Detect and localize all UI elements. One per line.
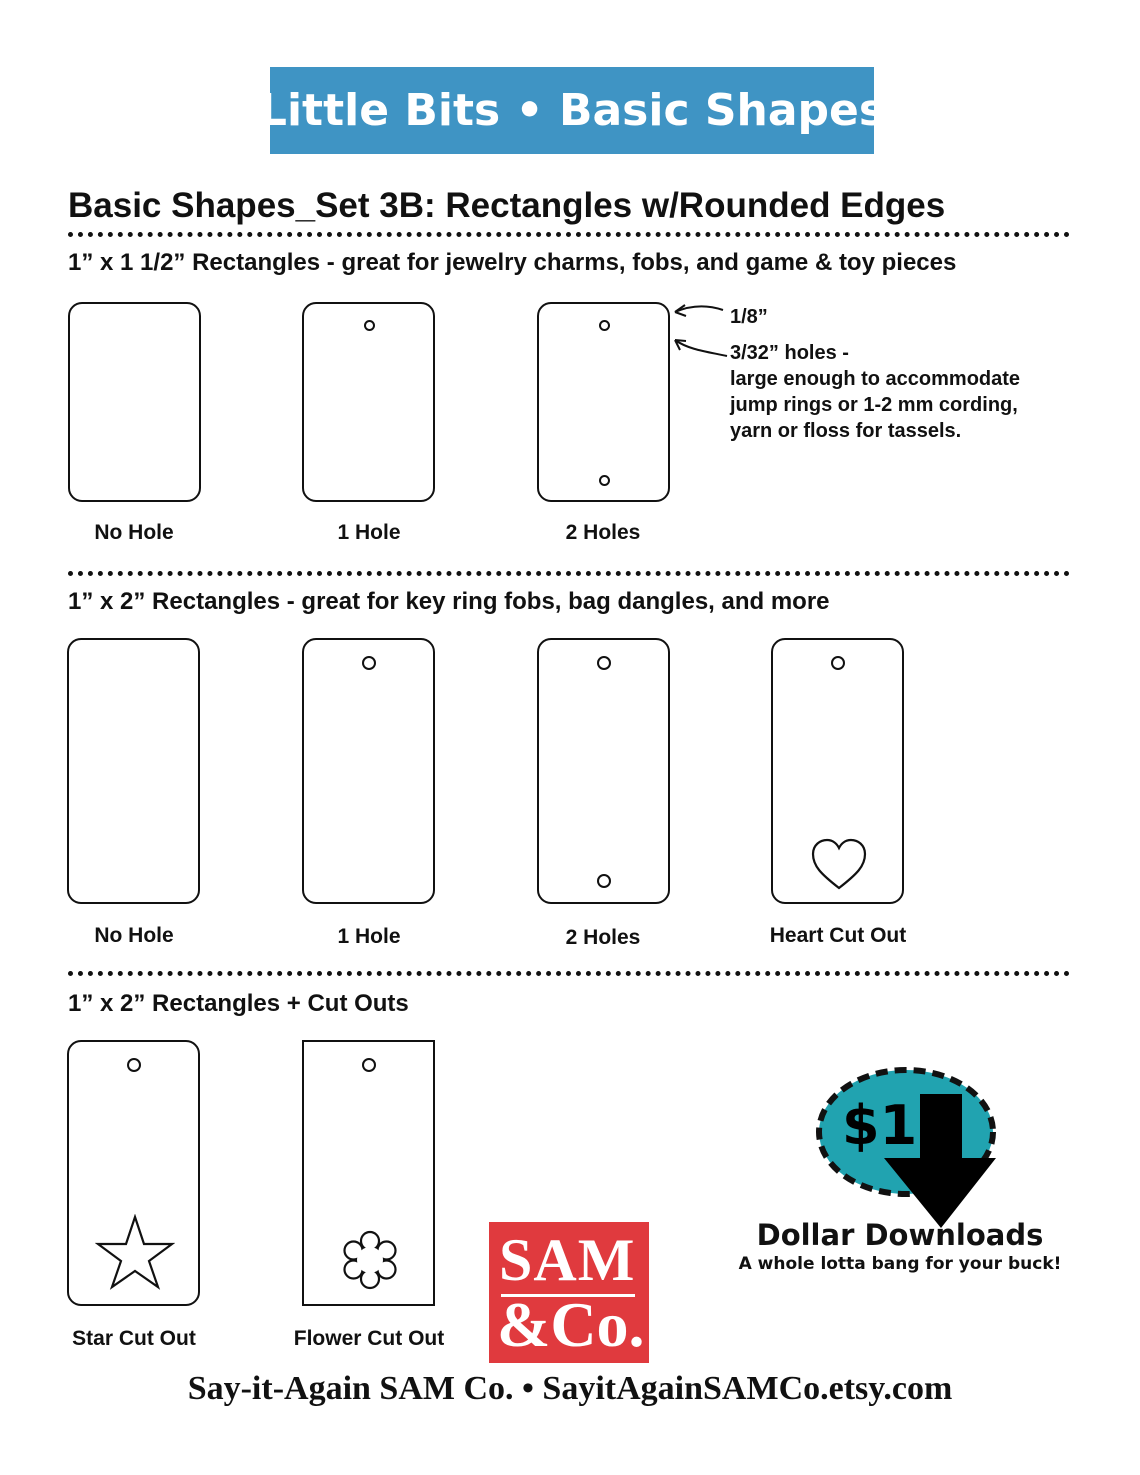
hole [127, 1058, 141, 1072]
header-banner [258, 67, 886, 154]
rect-large-no-hole [67, 638, 200, 904]
label-1-hole: 1 Hole [337, 521, 401, 544]
dollar-downloads-badge [812, 1062, 1002, 1232]
note-holes [730, 340, 1020, 444]
dotted-divider [68, 232, 1070, 237]
note-edge-distance: 1/8” [730, 306, 768, 328]
hole [597, 874, 611, 888]
logo-line1: SAM [499, 1227, 636, 1293]
hole [599, 320, 610, 331]
rect-small-2-holes [537, 302, 670, 502]
label-2-holes: 2 Holes [565, 926, 641, 949]
rect-large-heart [771, 638, 904, 904]
heart-cutout-icon [811, 838, 867, 892]
hole [599, 475, 610, 486]
hole [362, 656, 376, 670]
note-line: yarn or floss for tassels. [730, 420, 962, 442]
star-cutout-icon [95, 1214, 175, 1290]
rect-small-1-hole [302, 302, 435, 502]
label-no-hole: No Hole [94, 521, 174, 544]
dotted-divider [68, 571, 1070, 576]
rect-flower [302, 1040, 435, 1306]
label-flower-cut-out: Flower Cut Out [293, 1327, 445, 1350]
annotation-arrows [665, 296, 735, 366]
dollar-downloads-tagline: A whole lotta bang for your buck! [738, 1254, 1062, 1274]
hole [364, 320, 375, 331]
section2-title: 1” x 2” Rectangles - great for key ring fobs, bag dangles, and more [68, 588, 830, 615]
rect-small-no-hole [68, 302, 201, 502]
flower-cutout-icon [338, 1228, 402, 1292]
footer-credit: Say-it-Again SAM Co. • SayitAgainSAMCo.etsy.com [187, 1370, 953, 1407]
banner-title: Little Bits • Basic Shapes [258, 85, 886, 136]
dollar-downloads-title: Dollar Downloads [756, 1218, 1044, 1252]
hole [831, 656, 845, 670]
note-line: 3/32” holes - [730, 342, 849, 364]
rect-star [67, 1040, 200, 1306]
note-line: large enough to accommodate [730, 368, 1021, 390]
section3-title: 1” x 2” Rectangles + Cut Outs [68, 990, 409, 1017]
label-heart-cut-out: Heart Cut Out [769, 924, 907, 947]
rect-large-2-holes [537, 638, 670, 904]
dollar-price: $1 [842, 1094, 918, 1157]
hole [362, 1058, 376, 1072]
document-title: Basic Shapes_Set 3B: Rectangles w/Rounded Edges [68, 186, 946, 225]
label-star-cut-out: Star Cut Out [72, 1327, 196, 1350]
label-2-holes: 2 Holes [565, 521, 641, 544]
rect-large-1-hole [302, 638, 435, 904]
label-no-hole: No Hole [94, 924, 174, 947]
dotted-divider [68, 971, 1070, 976]
hole [597, 656, 611, 670]
sam-co-logo [489, 1222, 649, 1363]
section1-title: 1” x 1 1/2” Rectangles - great for jewelry charms, fobs, and game & toy pieces [68, 249, 957, 276]
logo-line2: &Co. [497, 1289, 645, 1360]
label-1-hole: 1 Hole [337, 925, 401, 948]
note-line: jump rings or 1-2 mm cording, [730, 394, 1018, 416]
